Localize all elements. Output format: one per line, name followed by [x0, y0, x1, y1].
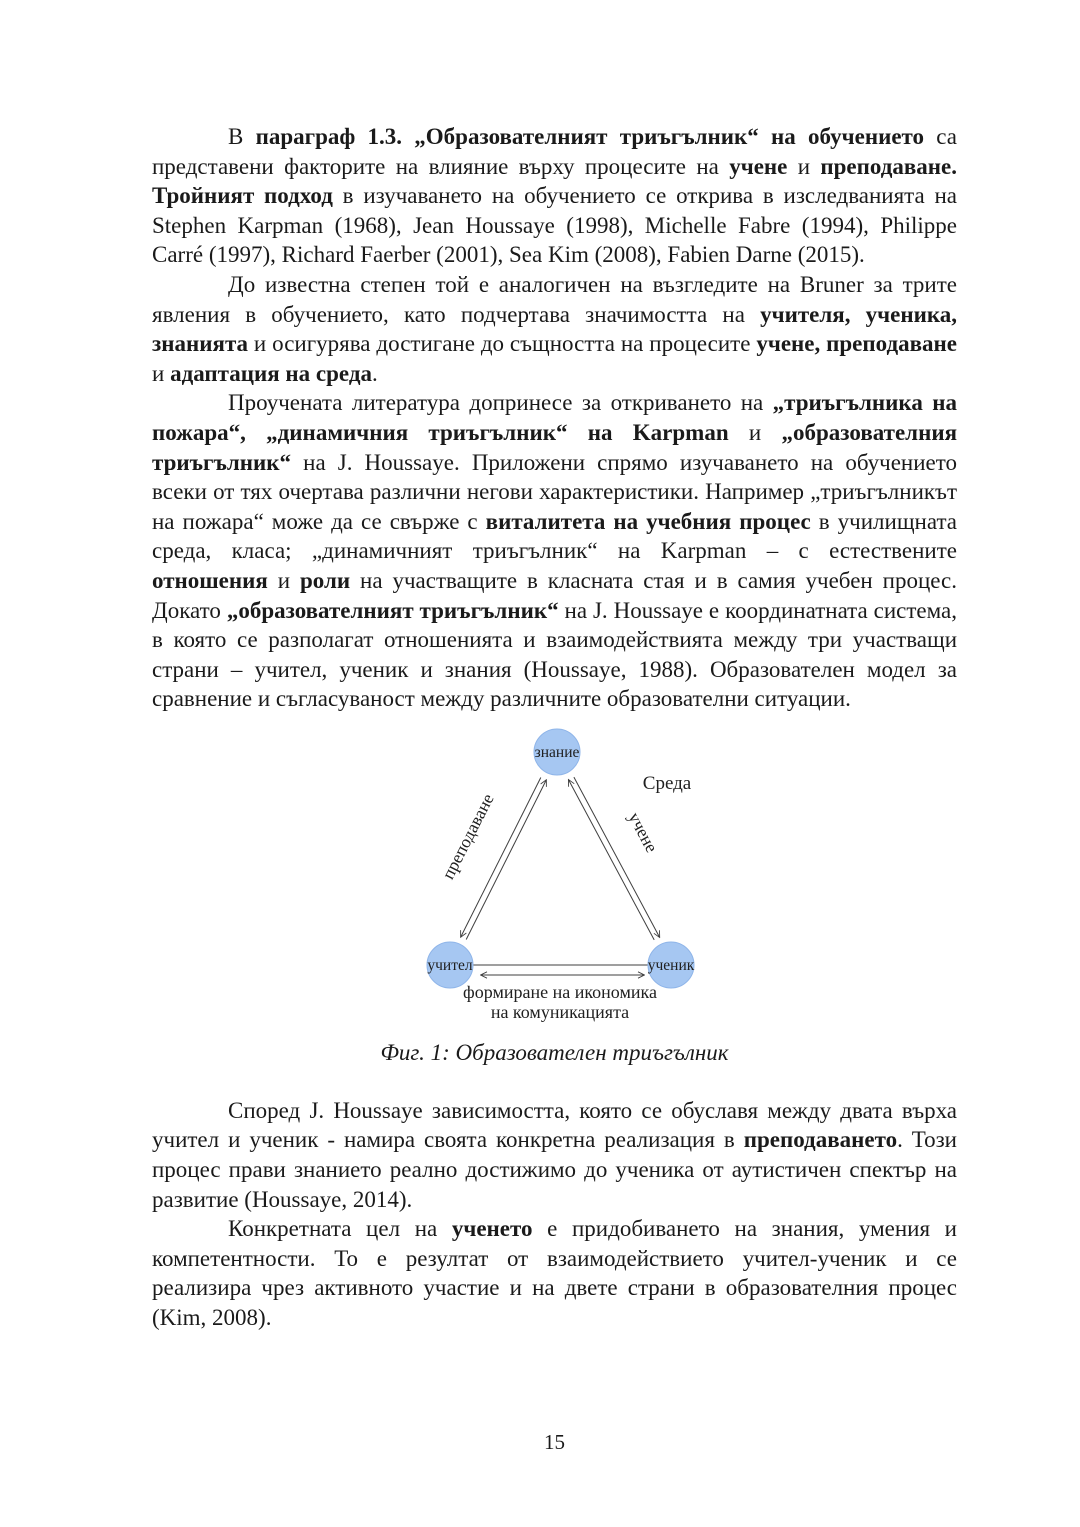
- text-segment: Проучената литература допринесе за откриването на: [228, 390, 773, 416]
- edge-label-teaching: преподаване: [437, 790, 498, 883]
- paragraph: [152, 122, 957, 270]
- environment-label: Среда: [642, 772, 692, 794]
- node-label-knowledge: знание: [534, 743, 580, 761]
- bold-text-segment: преподаване. Тройният подход: [152, 153, 957, 209]
- figure-caption: Фиг. 1: Образователен триъгълник: [380, 1039, 729, 1065]
- figure-educational-triangle: [152, 718, 957, 1066]
- learning-arrow-down: [574, 777, 660, 937]
- text-segment: До известна степен той е аналогичен на възгледите на Bruner за трите явления в обучението, като подчертава значимостта на: [152, 271, 957, 327]
- triangle-diagram: [340, 718, 800, 1038]
- text-segment: е придобиването на знания, умения и компетентности. То е резултат от взаимодействието учител-ученик и се реализира чрез активното участие и на двете страни в образователния процес (Kim, 2008).: [152, 1216, 957, 1331]
- paragraph: [152, 1096, 957, 1214]
- body-text-after-figure: [152, 1096, 957, 1333]
- text-segment: са представени факторите на влияние върху процесите на: [152, 124, 957, 179]
- bold-text-segment: адаптация на среда: [170, 360, 372, 386]
- node-label-teacher: учител: [427, 956, 473, 974]
- bold-text-segment: преподаването: [743, 1127, 898, 1153]
- bold-text-segment: учителя,: [760, 301, 851, 327]
- edge-label-bottom-line2: на комуникацията: [490, 1001, 630, 1022]
- node-label-student: ученик: [647, 956, 695, 974]
- text-segment: на J. Houssaye е координатната система, в която се разполагат отношенията и взаимодействията между три участващи страни – учител, ученик и знания (Houssaye, 1988). Образователен модел за сравнение и съгласуваност между различните образователни ситуации.: [152, 597, 957, 712]
- text-segment: и: [728, 419, 782, 445]
- bold-text-segment: виталитета на учебния процес: [485, 508, 811, 534]
- paragraph: [152, 270, 957, 388]
- edge-label-learning: учене: [624, 808, 663, 856]
- text-segment: Според J. Houssaye зависимостта, която се обуславя между двата върха учител и ученик - намира своята конкретна реализация в: [152, 1097, 957, 1153]
- bold-text-segment: учене: [729, 153, 788, 179]
- text-segment: [850, 302, 865, 327]
- text-segment: В: [228, 124, 256, 149]
- bold-text-segment: ученето: [451, 1216, 533, 1242]
- learning-arrow-up: [569, 780, 655, 940]
- bold-text-segment: учене, преподаване: [756, 331, 957, 357]
- text-segment: и осигурява достигане до същността на процесите: [248, 331, 757, 357]
- text-column: [152, 122, 957, 1333]
- text-segment: . Този процес прави знанието реално достижимо до ученика от аутистичен спектър на развитие (Houssaye, 2014).: [152, 1127, 957, 1212]
- text-segment: и: [787, 153, 821, 179]
- bold-text-segment: „образователният триъгълник“: [226, 597, 559, 623]
- bold-text-segment: параграф 1.3. „Образователният триъгълник“ на обучението: [255, 124, 925, 149]
- teaching-arrow-down: [461, 777, 541, 936]
- paragraph: [152, 1214, 957, 1332]
- page-number: 15: [544, 1430, 565, 1454]
- body-text-before-figure: [152, 122, 957, 714]
- text-segment: .: [371, 360, 378, 386]
- bold-text-segment: „образователния триъгълник“: [152, 419, 958, 475]
- bold-text-segment: ученика, знанията: [152, 301, 958, 357]
- text-segment: и: [152, 360, 171, 386]
- text-segment: в училищната среда, класа; „динамичният триъгълник“ на Karpman – с естествените: [152, 508, 957, 564]
- paragraph: [152, 388, 957, 714]
- text-segment: в изучаването на обучението се открива в изследванията на Stephen Karpman (1968), Jean Houssaye (1998), Michelle Fabre (1994), Philippe Carré (1997), Richard Faerber (2001), Sea Kim (2008), Fabien Darne (2015).: [152, 183, 958, 268]
- edge-label-bottom-line1: формиране на икономика: [463, 981, 657, 1002]
- text-segment: на участващите в класната стая и в самия учебен процес. Докато: [152, 567, 957, 623]
- text-segment: Конкретната цел на: [228, 1216, 452, 1242]
- bold-text-segment: „триъгълника на пожара“, „динамичния триъгълник“ на Karpman: [152, 390, 957, 445]
- text-segment: и: [267, 567, 300, 593]
- bold-text-segment: роли: [299, 567, 351, 593]
- text-segment: на J. Houssaye. Приложени спрямо изучаването на обучението всеки от тях очертава различни негови характеристики. Например „триъгълникът на пожара“ може да се свърже с: [152, 449, 957, 534]
- bold-text-segment: отношения: [152, 567, 268, 593]
